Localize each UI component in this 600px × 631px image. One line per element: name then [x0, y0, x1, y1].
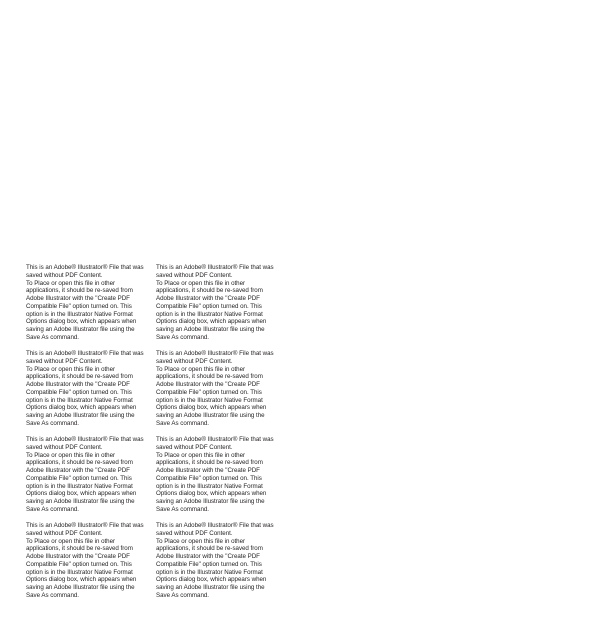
notice-line: option is in the Illustrator Native Format [26, 310, 133, 318]
notice-line: Compatible File" option turned on. This [26, 560, 132, 568]
notice-line: To Place or open this file in other [26, 537, 116, 545]
pdf-content-notice [156, 522, 274, 600]
notice-line: applications, it should be re-saved from [156, 545, 263, 553]
notice-line: Options dialog box, which appears when [26, 490, 137, 498]
notice-line: This is an Adobe® Illustrator® File that was [26, 522, 144, 529]
notice-line: This is an Adobe® Illustrator® File that was [26, 436, 144, 443]
notice-line: saved without PDF Content. [26, 529, 103, 537]
notice-line: saving an Adobe Illustrator file using the [26, 326, 135, 333]
pdf-content-notice [156, 350, 274, 428]
notice-line: option is in the Illustrator Native Format [156, 310, 263, 318]
notice-line: Save As command. [26, 505, 79, 513]
notice-line: Adobe Illustrator with the "Create PDF [26, 381, 130, 388]
notice-line: Save As command. [156, 333, 209, 341]
pdf-content-notice [26, 264, 144, 342]
notice-line: Save As command. [156, 505, 209, 513]
notice-line: applications, it should be re-saved from [26, 287, 133, 295]
notice-line: saving an Adobe Illustrator file using the [26, 584, 135, 591]
notice-line: This is an Adobe® Illustrator® File that was [156, 436, 274, 443]
pdf-content-notice [156, 436, 274, 514]
notice-line: saved without PDF Content. [156, 357, 233, 365]
notice-line: option is in the Illustrator Native Format [26, 396, 133, 404]
notice-line: applications, it should be re-saved from [26, 545, 133, 553]
notice-line: To Place or open this file in other [26, 451, 116, 459]
notice-line: applications, it should be re-saved from [26, 373, 133, 381]
notice-line: Save As command. [26, 591, 79, 599]
notice-line: Adobe Illustrator with the "Create PDF [156, 553, 260, 560]
notice-line: Compatible File" option turned on. This [26, 302, 132, 310]
notice-line: saved without PDF Content. [26, 443, 103, 451]
notice-line: To Place or open this file in other [26, 279, 116, 287]
pdf-content-notice [26, 436, 144, 514]
notice-line: option is in the Illustrator Native Format [26, 482, 133, 490]
notice-line: applications, it should be re-saved from [26, 459, 133, 467]
notice-line: Options dialog box, which appears when [156, 404, 267, 412]
notice-line: applications, it should be re-saved from [156, 373, 263, 381]
notice-line: To Place or open this file in other [156, 451, 246, 459]
notice-line: saved without PDF Content. [156, 271, 233, 279]
notice-line: Save As command. [156, 419, 209, 427]
notice-line: saving an Adobe Illustrator file using the [156, 412, 265, 419]
pdf-content-notice [26, 522, 144, 600]
pdf-content-notice [156, 264, 274, 342]
notice-line: saved without PDF Content. [26, 357, 103, 365]
notice-line: applications, it should be re-saved from [156, 287, 263, 295]
notice-line: Adobe Illustrator with the "Create PDF [156, 467, 260, 474]
notice-line: saved without PDF Content. [156, 443, 233, 451]
notice-line: Options dialog box, which appears when [26, 576, 137, 584]
notice-line: Options dialog box, which appears when [26, 404, 137, 412]
notice-line: Options dialog box, which appears when [26, 318, 137, 326]
notice-line: option is in the Illustrator Native Format [156, 482, 263, 490]
notice-line: To Place or open this file in other [26, 365, 116, 373]
notice-line: Adobe Illustrator with the "Create PDF [156, 295, 260, 302]
notice-line: saved without PDF Content. [26, 271, 103, 279]
notice-line: Options dialog box, which appears when [156, 576, 267, 584]
notice-line: Save As command. [156, 591, 209, 599]
notice-line: Adobe Illustrator with the "Create PDF [26, 553, 130, 560]
notice-line: Compatible File" option turned on. This [156, 302, 262, 310]
notice-line: option is in the Illustrator Native Format [156, 568, 263, 576]
notice-line: Options dialog box, which appears when [156, 490, 267, 498]
notice-line: To Place or open this file in other [156, 365, 246, 373]
notice-line: Compatible File" option turned on. This [156, 474, 262, 482]
notice-line: saving an Adobe Illustrator file using the [156, 584, 265, 591]
notice-line: saving an Adobe Illustrator file using the [156, 498, 265, 505]
notice-line: option is in the Illustrator Native Format [156, 396, 263, 404]
notice-line: This is an Adobe® Illustrator® File that was [156, 350, 274, 357]
notice-line: Adobe Illustrator with the "Create PDF [156, 381, 260, 388]
notice-line: option is in the Illustrator Native Format [26, 568, 133, 576]
notice-line: Options dialog box, which appears when [156, 318, 267, 326]
notice-line: To Place or open this file in other [156, 279, 246, 287]
notice-line: Compatible File" option turned on. This [156, 388, 262, 396]
notice-line: saving an Adobe Illustrator file using the [26, 412, 135, 419]
notice-line: applications, it should be re-saved from [156, 459, 263, 467]
notice-line: Compatible File" option turned on. This [26, 474, 132, 482]
notice-line: Compatible File" option turned on. This [26, 388, 132, 396]
notice-line: saving an Adobe Illustrator file using the [26, 498, 135, 505]
notice-line: Save As command. [26, 419, 79, 427]
notice-line: This is an Adobe® Illustrator® File that was [26, 350, 144, 357]
notice-line: To Place or open this file in other [156, 537, 246, 545]
notice-line: This is an Adobe® Illustrator® File that was [156, 522, 274, 529]
notice-line: Adobe Illustrator with the "Create PDF [26, 467, 130, 474]
notice-line: saving an Adobe Illustrator file using the [156, 326, 265, 333]
notice-line: This is an Adobe® Illustrator® File that was [26, 264, 144, 271]
notice-line: This is an Adobe® Illustrator® File that was [156, 264, 274, 271]
notice-line: saved without PDF Content. [156, 529, 233, 537]
pdf-content-notice [26, 350, 144, 428]
notice-line: Adobe Illustrator with the "Create PDF [26, 295, 130, 302]
notice-line: Compatible File" option turned on. This [156, 560, 262, 568]
notice-line: Save As command. [26, 333, 79, 341]
